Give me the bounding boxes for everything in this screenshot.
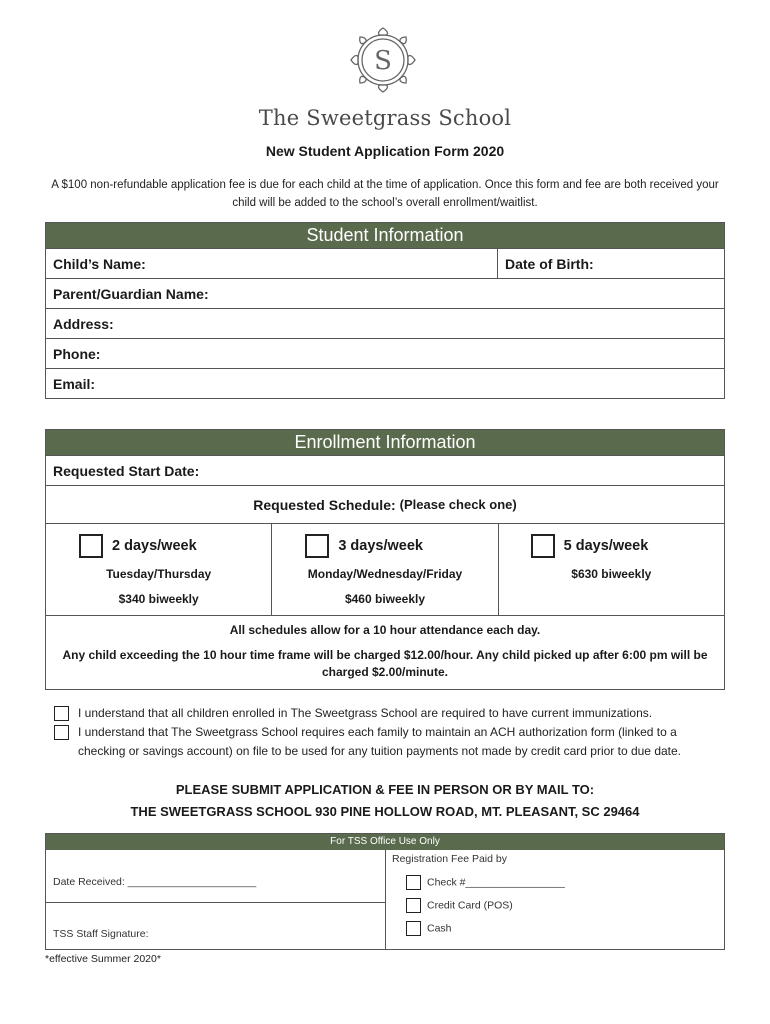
- schedule-heading: [46, 485, 724, 523]
- schedule-checkbox-2-days[interactable]: [79, 534, 103, 558]
- address-field[interactable]: Address:: [46, 308, 724, 338]
- start-date-field[interactable]: Requested Start Date:: [46, 455, 724, 485]
- fee-paid-title: Registration Fee Paid by: [392, 853, 507, 865]
- schedule-checkbox-3-days[interactable]: [305, 534, 329, 558]
- fee-option-credit-card: [406, 898, 513, 913]
- fee-credit-card-checkbox[interactable]: [406, 898, 421, 913]
- schedule-notes: [46, 615, 724, 689]
- childs-name-field[interactable]: Child’s Name:: [46, 249, 498, 278]
- student-info-title: Student Information: [46, 223, 724, 248]
- ack-immunizations: [54, 704, 724, 723]
- intro-text: A $100 non-refundable application fee is due for each child at the time of application. Once this form and fee are both received your child will be added to the school’s overall enrollment/waitlist.: [51, 179, 719, 209]
- schedule-option-price: $630 biweekly: [571, 567, 652, 581]
- date-received-field[interactable]: [46, 850, 385, 903]
- schedule-option-price: $460 biweekly: [344, 592, 426, 606]
- phone-field[interactable]: Phone:: [46, 338, 724, 368]
- fee-check-checkbox[interactable]: [406, 875, 421, 890]
- schedule-option-days: Monday/Wednesday/Friday: [307, 567, 463, 581]
- schedule-label: Requested Schedule:: [253, 496, 396, 513]
- ack-ach: [54, 723, 724, 761]
- fee-option-cash: [406, 921, 452, 936]
- submit-address: THE SWEETGRASS SCHOOL 930 PINE HOLLOW ROAD, MT. PLEASANT, SC 29464: [130, 804, 640, 819]
- date-received-label: Date Received: ______________________: [53, 876, 257, 888]
- schedule-hint: (Please check one): [399, 497, 517, 512]
- ack-immunizations-checkbox[interactable]: [54, 706, 69, 721]
- fee-paid-section: [386, 850, 724, 950]
- ack-ach-text: I understand that The Sweetgrass School requires each family to maintain an ACH authorization form (linked to a checking or savings account) on file to be used for any tuition payments not made by credit card prior to due date.: [78, 725, 682, 758]
- schedule-options: [46, 523, 724, 615]
- office-use-section: [45, 833, 725, 950]
- attendance-note: All schedules allow for a 10 hour attendance each day.: [229, 623, 541, 637]
- ack-ach-checkbox[interactable]: [54, 725, 69, 740]
- fee-option-label: Check #_________________: [427, 876, 565, 889]
- student-info-section: [45, 222, 725, 399]
- email-field[interactable]: Email:: [46, 368, 724, 398]
- schedule-option-2-days: [46, 524, 271, 615]
- date-of-birth-field[interactable]: Date of Birth:: [505, 255, 594, 272]
- late-charges-note: Any child exceeding the 10 hour time frame will be charged $12.00/hour. Any child picked up after 6:00 pm will be charged $2.00/minute.: [62, 648, 708, 679]
- schedule-option-5-days: [498, 524, 724, 615]
- fee-option-check: [406, 875, 565, 890]
- schedule-option-price: $340 biweekly: [118, 592, 199, 606]
- school-logo-icon: [345, 22, 421, 98]
- schedule-option-label: 5 days/week: [563, 538, 649, 554]
- schedule-option-label: 3 days/week: [338, 538, 423, 554]
- schedule-option-days: Tuesday/Thursday: [106, 567, 212, 581]
- fee-option-label: Credit Card (POS): [427, 899, 513, 912]
- form-title: New Student Application Form 2020: [265, 143, 505, 159]
- svg-text:S: S: [374, 46, 392, 76]
- schedule-checkbox-5-days[interactable]: [531, 534, 555, 558]
- office-use-title: For TSS Office Use Only: [46, 834, 724, 850]
- fee-cash-checkbox[interactable]: [406, 921, 421, 936]
- schedule-option-3-days: [271, 524, 497, 615]
- enrollment-info-section: [45, 429, 725, 690]
- submit-instructions: PLEASE SUBMIT APPLICATION & FEE IN PERSON OR BY MAIL TO:: [175, 782, 595, 797]
- parent-guardian-field[interactable]: Parent/Guardian Name:: [46, 278, 724, 308]
- school-name: The Sweetgrass School: [258, 106, 512, 130]
- enrollment-info-title: Enrollment Information: [46, 430, 724, 455]
- ack-immunizations-text: I understand that all children enrolled in The Sweetgrass School are required to have current immunizations.: [78, 706, 653, 720]
- footnote: *effective Summer 2020*: [45, 953, 161, 965]
- staff-signature-label: TSS Staff Signature:: [53, 928, 149, 940]
- fee-option-label: Cash: [427, 922, 452, 935]
- schedule-option-label: 2 days/week: [112, 538, 197, 554]
- staff-signature-field[interactable]: [46, 903, 385, 950]
